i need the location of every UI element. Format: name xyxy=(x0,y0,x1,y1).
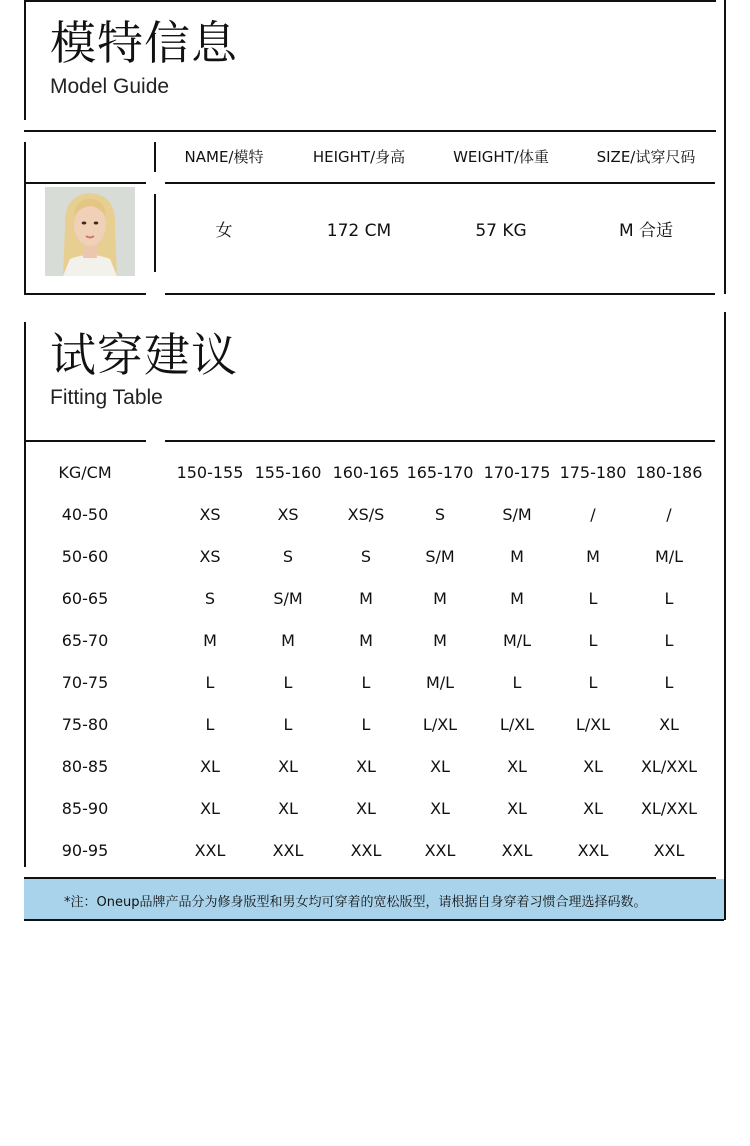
size-cell: XXL xyxy=(194,841,226,860)
height-header: 180-186 xyxy=(635,463,703,482)
size-cell: XL xyxy=(583,757,603,776)
size-cell: XXL xyxy=(424,841,456,860)
section-divider xyxy=(24,130,716,132)
header-name: NAME/模特 xyxy=(184,148,264,166)
size-cell: / xyxy=(666,505,672,524)
size-cell: XXL xyxy=(350,841,382,860)
weight-label: 70-75 xyxy=(61,673,109,692)
size-cell: L xyxy=(664,631,674,650)
value-name: 女 xyxy=(215,221,233,241)
table-bottom-left xyxy=(24,293,146,295)
size-cell: XL xyxy=(278,757,298,776)
model-photo xyxy=(45,187,135,276)
size-cell: S xyxy=(204,589,216,608)
size-cell: L xyxy=(588,631,598,650)
size-cell: S/M xyxy=(273,589,303,608)
size-cell: L/XL xyxy=(499,715,535,734)
fitting-subtitle: Fitting Table xyxy=(50,386,163,409)
weight-label: 80-85 xyxy=(61,757,109,776)
size-cell: XS xyxy=(199,505,221,524)
size-cell: L xyxy=(361,673,371,692)
size-cell: XL xyxy=(200,799,220,818)
note-text: *注：Oneup品牌产品分为修身版型和男女均可穿着的宽松版型，请根据自身穿着习惯合理选择码数。 xyxy=(64,895,647,910)
photo-separator xyxy=(154,194,156,272)
size-cell: M/L xyxy=(654,547,684,566)
table-left-border xyxy=(24,142,26,294)
size-cell: S xyxy=(282,547,294,566)
height-header: 165-170 xyxy=(406,463,474,482)
weight-label: 65-70 xyxy=(61,631,109,650)
weight-label: 60-65 xyxy=(61,589,109,608)
size-cell: XL xyxy=(659,715,679,734)
size-cell: L/XL xyxy=(575,715,611,734)
size-cell: XL xyxy=(583,799,603,818)
size-cell: XS xyxy=(199,547,221,566)
height-header: 155-160 xyxy=(254,463,322,482)
fitting-divider-right xyxy=(165,440,715,442)
size-cell: XL xyxy=(430,799,450,818)
height-header: 175-180 xyxy=(559,463,627,482)
size-cell: L xyxy=(205,673,215,692)
header-underline-left xyxy=(24,182,146,184)
size-cell: L xyxy=(664,673,674,692)
value-weight: 57 KG xyxy=(475,221,527,241)
size-cell: L/XL xyxy=(422,715,458,734)
height-header: 150-155 xyxy=(176,463,244,482)
weight-label: 40-50 xyxy=(61,505,109,524)
size-cell: XS/S xyxy=(347,505,385,524)
size-cell: XL xyxy=(200,757,220,776)
size-cell: XXL xyxy=(653,841,685,860)
size-cell: XL xyxy=(356,799,376,818)
note-bottom-border xyxy=(24,919,724,921)
header-separator xyxy=(154,142,156,172)
corner-label: KG/CM xyxy=(58,463,112,482)
fitting-left-border xyxy=(24,322,26,867)
size-cell: M xyxy=(586,547,600,566)
fitting-right-border xyxy=(724,312,726,920)
header-weight: WEIGHT/体重 xyxy=(453,148,549,166)
size-cell: L xyxy=(283,673,293,692)
size-cell: L xyxy=(205,715,215,734)
size-cell: XXL xyxy=(577,841,609,860)
size-cell: L xyxy=(588,589,598,608)
size-cell: M xyxy=(359,631,373,650)
size-cell: L xyxy=(664,589,674,608)
weight-label: 90-95 xyxy=(61,841,109,860)
size-cell: M/L xyxy=(425,673,455,692)
size-cell: S xyxy=(360,547,372,566)
weight-label: 50-60 xyxy=(61,547,109,566)
size-cell: S/M xyxy=(425,547,455,566)
size-cell: XXL xyxy=(501,841,533,860)
size-cell: M xyxy=(433,589,447,608)
size-cell: S/M xyxy=(502,505,532,524)
value-size: M 合适 xyxy=(618,221,674,241)
size-cell: M xyxy=(203,631,217,650)
size-cell: XL xyxy=(356,757,376,776)
size-cell: M xyxy=(359,589,373,608)
weight-label: 75-80 xyxy=(61,715,109,734)
size-cell: XXL xyxy=(272,841,304,860)
size-cell: L xyxy=(361,715,371,734)
right-border xyxy=(724,0,726,294)
value-height: 172 CM xyxy=(326,221,392,241)
size-cell: L xyxy=(512,673,522,692)
header-underline-right xyxy=(165,182,715,184)
size-cell: M xyxy=(281,631,295,650)
size-cell: XL/XXL xyxy=(640,799,698,818)
size-cell: L xyxy=(283,715,293,734)
height-header: 170-175 xyxy=(483,463,551,482)
top-border xyxy=(24,0,716,2)
size-cell: S xyxy=(434,505,446,524)
table-bottom-right xyxy=(165,293,715,295)
size-cell: XS xyxy=(277,505,299,524)
model-guide-subtitle: Model Guide xyxy=(50,75,170,98)
size-cell: M/L xyxy=(502,631,532,650)
size-cell: M xyxy=(433,631,447,650)
fitting-divider-left xyxy=(24,440,146,442)
left-border xyxy=(24,0,26,120)
height-header: 160-165 xyxy=(332,463,400,482)
fitting-title: 试穿建议 xyxy=(50,328,238,382)
header-height: HEIGHT/身高 xyxy=(312,148,406,166)
size-cell: M xyxy=(510,547,524,566)
size-cell: L xyxy=(588,673,598,692)
model-guide-title: 模特信息 xyxy=(50,16,238,70)
size-cell: XL xyxy=(430,757,450,776)
header-size: SIZE/试穿尺码 xyxy=(596,148,696,166)
size-cell: / xyxy=(590,505,596,524)
size-cell: XL xyxy=(507,799,527,818)
weight-label: 85-90 xyxy=(61,799,109,818)
size-cell: XL xyxy=(278,799,298,818)
size-cell: XL/XXL xyxy=(640,757,698,776)
size-cell: M xyxy=(510,589,524,608)
size-cell: XL xyxy=(507,757,527,776)
